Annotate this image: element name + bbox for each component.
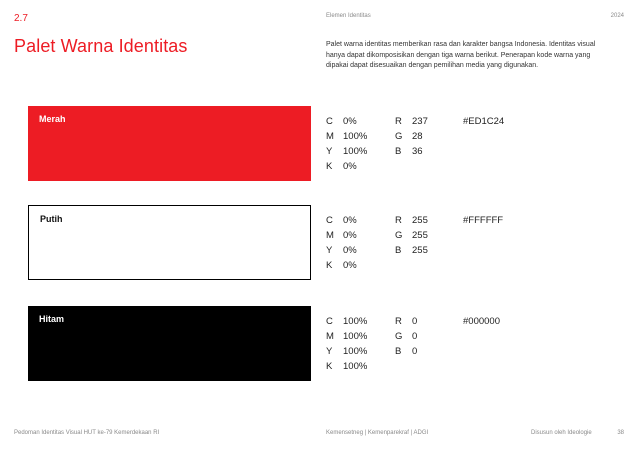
value-b: 0 (412, 346, 418, 357)
value-b: 255 (412, 245, 428, 256)
label-c: C (326, 316, 333, 327)
value-r: 237 (412, 116, 428, 127)
label-y: Y (326, 245, 333, 256)
value-g: 255 (412, 230, 428, 241)
value-k: 0% (343, 260, 357, 271)
label-y: Y (326, 146, 333, 157)
label-b: B (395, 245, 402, 256)
footer-publishers: Kemensetneg | Kemenparekraf | ADGI (326, 430, 429, 436)
value-g: 0 (412, 331, 418, 342)
label-b: B (395, 146, 402, 157)
value-k: 0% (343, 161, 357, 172)
label-r: R (395, 116, 402, 127)
label-g: G (395, 331, 403, 342)
value-m: 0% (343, 230, 357, 241)
value-y: 0% (343, 245, 357, 256)
label-c: C (326, 215, 333, 226)
color-swatch-putih (28, 205, 311, 280)
label-m: M (326, 331, 334, 342)
color-swatch-merah (28, 106, 311, 181)
value-r: 255 (412, 215, 428, 226)
label-m: M (326, 230, 334, 241)
value-k: 100% (343, 361, 368, 372)
value-r: 0 (412, 316, 418, 327)
label-b: B (395, 346, 402, 357)
hex-code: #ED1C24 (463, 116, 505, 127)
section-title: Elemen Identitas (326, 13, 371, 19)
value-c: 100% (343, 316, 368, 327)
value-b: 36 (412, 146, 423, 157)
value-c: 0% (343, 116, 357, 127)
swatch-name: Putih (40, 214, 63, 224)
page-title: Palet Warna Identitas (14, 36, 188, 56)
value-c: 0% (343, 215, 357, 226)
hex-code: #FFFFFF (463, 215, 504, 226)
label-k: K (326, 260, 333, 271)
label-r: R (395, 215, 402, 226)
swatch-name: Hitam (39, 314, 65, 324)
label-y: Y (326, 346, 333, 357)
color-swatch-hitam (28, 306, 311, 381)
value-y: 100% (343, 346, 368, 357)
label-g: G (395, 230, 403, 241)
footer-document-title: Pedoman Identitas Visual HUT ke-79 Kemerdekaan RI (14, 430, 160, 436)
label-k: K (326, 161, 333, 172)
swatch-name: Merah (39, 114, 66, 124)
year-label: 2024 (610, 13, 624, 19)
value-g: 28 (412, 131, 423, 142)
label-r: R (395, 316, 402, 327)
label-c: C (326, 116, 333, 127)
value-m: 100% (343, 331, 368, 342)
section-number: 2.7 (14, 13, 28, 24)
description-paragraph: Palet warna identitas memberikan rasa dan karakter bangsa Indonesia. Identitas visual hanya dapat dikomposisikan dengan tiga warna berikut. Penerapan kode warna yang dipakai dapat disesuaikan dengan pemilihan media yang digunakan. (326, 41, 596, 69)
hex-code: #000000 (463, 316, 500, 327)
label-k: K (326, 361, 333, 372)
value-m: 100% (343, 131, 368, 142)
label-g: G (395, 131, 403, 142)
footer-credit: Disusun oleh Ideologie (531, 430, 592, 436)
label-m: M (326, 131, 334, 142)
page-number: 38 (617, 430, 624, 436)
value-y: 100% (343, 146, 368, 157)
